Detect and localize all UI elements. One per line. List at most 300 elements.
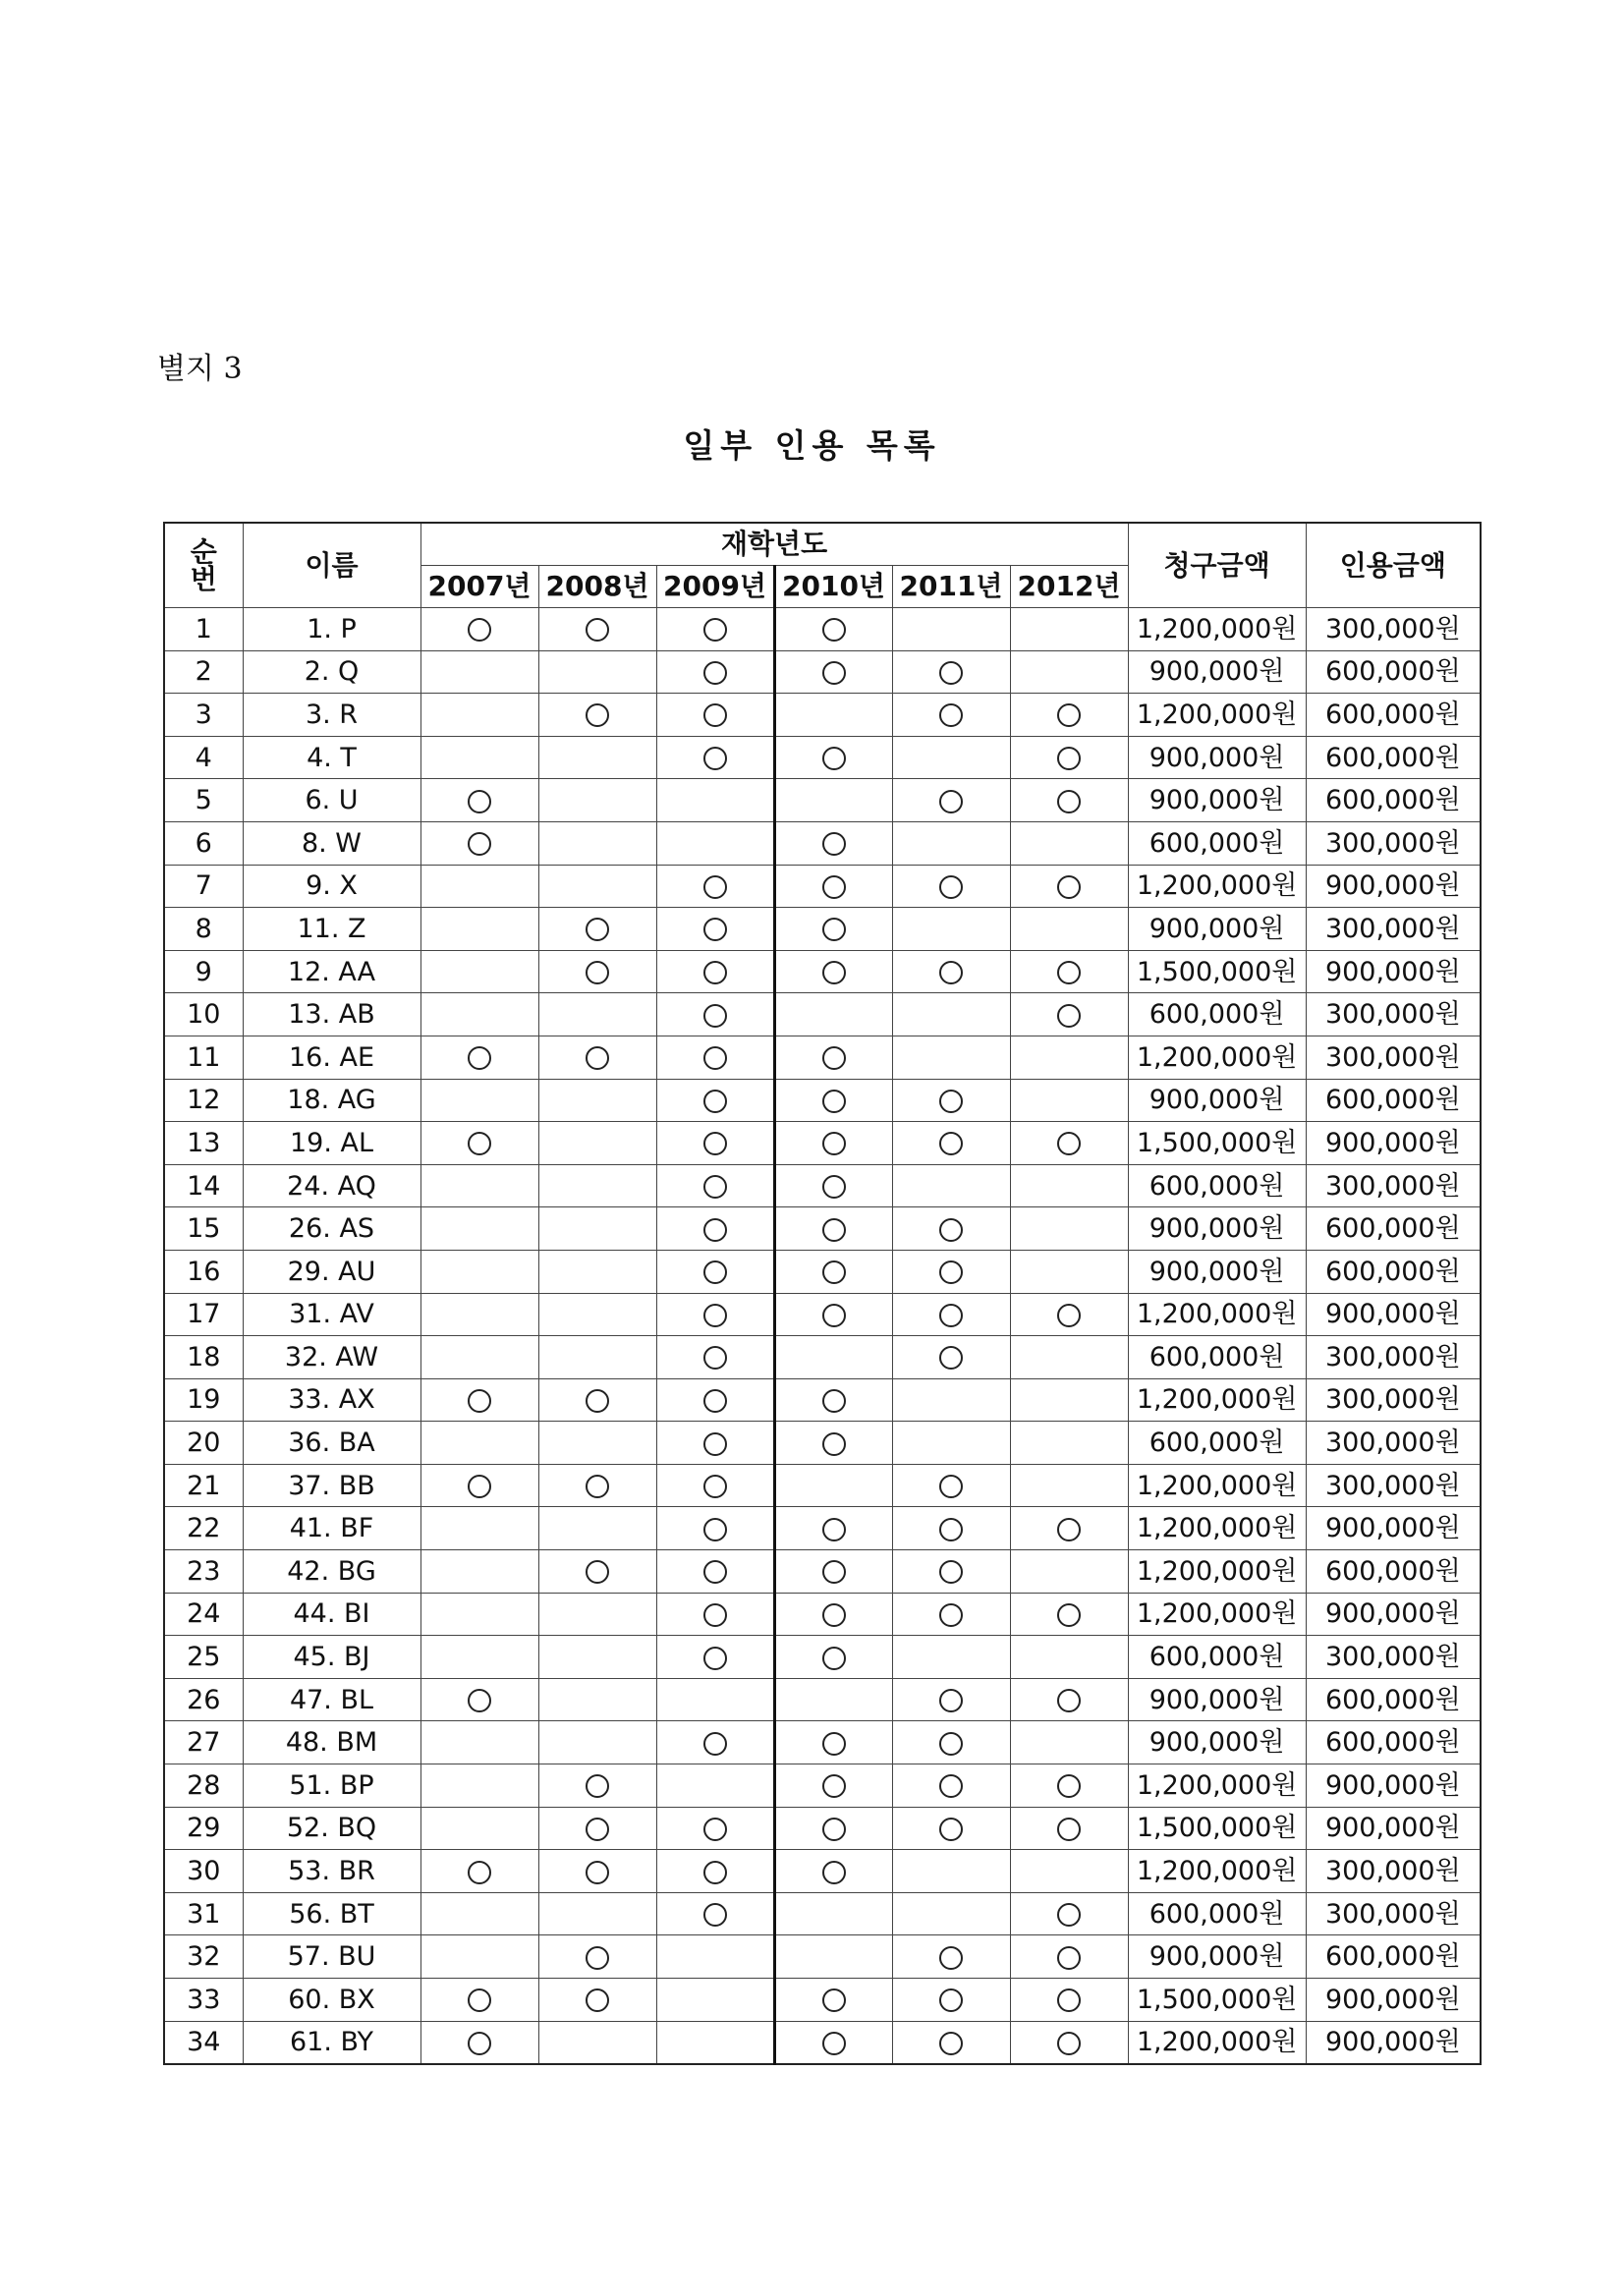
row-claim-amount: 900,000원 [1128,1250,1306,1293]
table-row [164,608,1481,651]
enrolled-circle-mark [703,1903,727,1927]
year-cell-2007 [420,2021,538,2064]
year-cell-2011 [892,1464,1010,1507]
row-name: 48. BM [243,1721,420,1764]
enrolled-circle-mark [822,1518,846,1541]
row-claim-amount: 900,000원 [1128,1079,1306,1122]
year-cell-2010 [774,1464,892,1507]
row-number: 28 [164,1764,243,1808]
row-name: 18. AG [243,1079,420,1122]
row-claim-amount: 1,200,000원 [1128,1293,1306,1336]
row-name: 29. AU [243,1250,420,1293]
enrolled-circle-mark [703,1560,727,1584]
row-name: 26. AS [243,1207,420,1251]
row-name: 56. BT [243,1892,420,1935]
enrolled-circle-mark [1057,1304,1081,1327]
year-cell-2010 [774,779,892,822]
row-name: 44. BI [243,1593,420,1636]
year-cell-2007 [420,694,538,737]
year-cell-2010 [774,1422,892,1465]
row-claim-amount: 1,200,000원 [1128,1593,1306,1636]
enrolled-circle-mark [822,961,846,984]
year-cell-2007 [420,1593,538,1636]
enrolled-circle-mark [939,875,963,899]
enrolled-circle-mark [1057,1946,1081,1970]
row-claim-amount: 900,000원 [1128,779,1306,822]
year-cell-2011 [892,1507,1010,1550]
row-claim-amount: 900,000원 [1128,908,1306,951]
enrolled-circle-mark [939,961,963,984]
year-cell-2009 [656,865,774,908]
enrolled-circle-mark [468,1475,491,1498]
enrolled-circle-mark [1057,1689,1081,1712]
year-cell-2008 [538,1507,656,1550]
enrolled-circle-mark [939,661,963,685]
table-row [164,1250,1481,1293]
row-name: 45. BJ [243,1636,420,1679]
table-row [164,1850,1481,1893]
row-claim-amount: 900,000원 [1128,1678,1306,1721]
year-cell-2010 [774,1293,892,1336]
row-number: 29 [164,1807,243,1850]
row-claim-amount: 600,000원 [1128,1422,1306,1465]
row-claim-amount: 900,000원 [1128,650,1306,694]
table-row [164,1764,1481,1808]
enrolled-circle-mark [822,1988,846,2012]
enrolled-circle-mark [1057,1004,1081,1028]
enrolled-circle-mark [822,1774,846,1798]
table-row [164,1935,1481,1979]
row-awarded-amount: 900,000원 [1306,2021,1481,2064]
enrolled-circle-mark [822,1732,846,1756]
table-row [164,1293,1481,1336]
year-cell-2009 [656,1721,774,1764]
enrolled-circle-mark [822,918,846,941]
row-claim-amount: 1,500,000원 [1128,1807,1306,1850]
row-awarded-amount: 600,000원 [1306,1207,1481,1251]
year-cell-2010 [774,1678,892,1721]
year-cell-2008 [538,1036,656,1079]
year-cell-2009 [656,1636,774,1679]
enrolled-circle-mark [703,1175,727,1199]
enrolled-circle-mark [1057,1774,1081,1798]
year-cell-2008 [538,1764,656,1808]
row-awarded-amount: 600,000원 [1306,1678,1481,1721]
row-claim-amount: 1,200,000원 [1128,1550,1306,1594]
year-cell-2008 [538,694,656,737]
enrolled-circle-mark [822,1175,846,1199]
year-cell-2012 [1010,1892,1128,1935]
enrolled-circle-mark [939,1732,963,1756]
row-awarded-amount: 300,000원 [1306,1422,1481,1465]
year-cell-2010 [774,1164,892,1207]
table-row [164,1636,1481,1679]
table-row [164,950,1481,993]
year-cell-2012 [1010,694,1128,737]
row-number: 31 [164,1892,243,1935]
year-cell-2011 [892,1378,1010,1422]
enrolled-circle-mark [939,1218,963,1242]
row-number: 21 [164,1464,243,1507]
row-name: 3. R [243,694,420,737]
year-cell-2009 [656,1550,774,1594]
row-number: 16 [164,1250,243,1293]
row-number: 15 [164,1207,243,1251]
enrolled-circle-mark [586,1818,609,1841]
year-cell-2011 [892,1636,1010,1679]
year-cell-2011 [892,1550,1010,1594]
row-awarded-amount: 900,000원 [1306,950,1481,993]
enrolled-circle-mark [703,1090,727,1113]
year-cell-2008 [538,908,656,951]
year-cell-2011 [892,950,1010,993]
enrolled-circle-mark [703,1818,727,1841]
row-claim-amount: 1,500,000원 [1128,1122,1306,1165]
row-awarded-amount: 900,000원 [1306,1507,1481,1550]
enrolled-circle-mark [1057,790,1081,813]
enrolled-circle-mark [939,1132,963,1155]
year-cell-2009 [656,1764,774,1808]
enrolled-circle-mark [822,747,846,770]
row-claim-amount: 900,000원 [1128,1721,1306,1764]
year-cell-2008 [538,608,656,651]
year-cell-2010 [774,1036,892,1079]
enrolled-circle-mark [703,875,727,899]
year-cell-2008 [538,1636,656,1679]
enrolled-circle-mark [703,1046,727,1070]
year-cell-2009 [656,1164,774,1207]
table-row [164,779,1481,822]
enrolled-circle-mark [586,918,609,941]
header-name: 이름 [243,523,420,608]
row-number: 8 [164,908,243,951]
row-claim-amount: 1,200,000원 [1128,1464,1306,1507]
enrolled-circle-mark [468,1046,491,1070]
year-cell-2010 [774,1721,892,1764]
header-seq-label: 순 번 [190,534,217,595]
year-cell-2007 [420,1378,538,1422]
header-year-2008: 2008년 [538,566,656,608]
header-year-2007: 2007년 [420,566,538,608]
row-name: 11. Z [243,908,420,951]
year-cell-2010 [774,1550,892,1594]
enrolled-circle-mark [468,2032,491,2055]
row-awarded-amount: 300,000원 [1306,1850,1481,1893]
enrolled-circle-mark [822,1304,846,1327]
enrolled-circle-mark [586,1475,609,1498]
year-cell-2012 [1010,608,1128,651]
year-cell-2011 [892,908,1010,951]
enrolled-circle-mark [703,961,727,984]
year-cell-2009 [656,1892,774,1935]
row-name: 4. T [243,736,420,779]
enrolled-circle-mark [939,1774,963,1798]
enrolled-circle-mark [822,875,846,899]
year-cell-2009 [656,1979,774,2022]
year-cell-2008 [538,993,656,1036]
year-cell-2008 [538,1850,656,1893]
row-name: 52. BQ [243,1807,420,1850]
enrolled-circle-mark [703,703,727,727]
enrolled-circle-mark [703,918,727,941]
year-cell-2009 [656,1593,774,1636]
row-number: 4 [164,736,243,779]
year-cell-2007 [420,1721,538,1764]
row-awarded-amount: 300,000원 [1306,1036,1481,1079]
enrolled-circle-mark [1057,2032,1081,2055]
enrolled-circle-mark [822,661,846,685]
year-cell-2010 [774,1764,892,1808]
enrolled-circle-mark [939,1946,963,1970]
row-claim-amount: 1,200,000원 [1128,694,1306,737]
row-awarded-amount: 300,000원 [1306,608,1481,651]
row-number: 23 [164,1550,243,1594]
row-awarded-amount: 900,000원 [1306,1979,1481,2022]
year-cell-2011 [892,1678,1010,1721]
year-cell-2011 [892,1079,1010,1122]
enrolled-circle-mark [1057,1132,1081,1155]
row-claim-amount: 1,200,000원 [1128,2021,1306,2064]
enrolled-circle-mark [586,703,609,727]
row-claim-amount: 600,000원 [1128,1636,1306,1679]
table-body [164,608,1481,2065]
row-awarded-amount: 600,000원 [1306,694,1481,737]
enrolled-circle-mark [939,1518,963,1541]
enrolled-circle-mark [939,1603,963,1627]
header-year-2012: 2012년 [1010,566,1128,608]
row-awarded-amount: 600,000원 [1306,650,1481,694]
year-cell-2011 [892,1807,1010,1850]
row-name: 1. P [243,608,420,651]
document-title: 일부 인용 목록 [683,426,941,465]
row-name: 36. BA [243,1422,420,1465]
year-cell-2012 [1010,779,1128,822]
enrolled-circle-mark [939,1260,963,1284]
year-cell-2012 [1010,1378,1128,1422]
year-cell-2011 [892,779,1010,822]
table-row [164,1892,1481,1935]
row-number: 2 [164,650,243,694]
year-cell-2009 [656,1122,774,1165]
year-cell-2011 [892,1721,1010,1764]
row-name: 24. AQ [243,1164,420,1207]
enrolled-circle-mark [468,1861,491,1884]
year-cell-2012 [1010,821,1128,865]
year-cell-2012 [1010,1636,1128,1679]
enrolled-circle-mark [468,832,491,856]
table-header [164,523,1481,608]
year-cell-2010 [774,1079,892,1122]
row-number: 24 [164,1593,243,1636]
row-name: 2. Q [243,650,420,694]
year-cell-2011 [892,1293,1010,1336]
header-year-2009: 2009년 [656,566,774,608]
year-cell-2007 [420,1507,538,1550]
table-row [164,1122,1481,1165]
year-cell-2010 [774,1122,892,1165]
enrolled-circle-mark [586,1389,609,1413]
year-cell-2010 [774,1935,892,1979]
row-name: 47. BL [243,1678,420,1721]
year-cell-2008 [538,1892,656,1935]
row-awarded-amount: 300,000원 [1306,1336,1481,1379]
table-row [164,736,1481,779]
year-cell-2008 [538,2021,656,2064]
row-awarded-amount: 600,000원 [1306,736,1481,779]
year-cell-2012 [1010,1979,1128,2022]
row-awarded-amount: 900,000원 [1306,1764,1481,1808]
enrolled-circle-mark [468,1689,491,1712]
enrolled-circle-mark [939,2032,963,2055]
year-cell-2010 [774,2021,892,2064]
header-awarded-amount: 인용금액 [1306,523,1481,608]
year-cell-2011 [892,1164,1010,1207]
year-cell-2007 [420,1036,538,1079]
enrolled-circle-mark [822,1260,846,1284]
year-cell-2007 [420,1550,538,1594]
row-awarded-amount: 900,000원 [1306,1807,1481,1850]
enrolled-circle-mark [1057,1988,1081,2012]
year-cell-2011 [892,1422,1010,1465]
row-number: 6 [164,821,243,865]
row-name: 33. AX [243,1378,420,1422]
year-cell-2011 [892,2021,1010,2064]
table-row [164,1336,1481,1379]
year-cell-2007 [420,650,538,694]
year-cell-2007 [420,1464,538,1507]
year-cell-2010 [774,908,892,951]
year-cell-2010 [774,1507,892,1550]
table-row [164,1036,1481,1079]
table-row [164,1079,1481,1122]
year-cell-2009 [656,1422,774,1465]
enrolled-circle-mark [703,1861,727,1884]
year-cell-2012 [1010,1464,1128,1507]
row-name: 37. BB [243,1464,420,1507]
row-claim-amount: 1,500,000원 [1128,950,1306,993]
row-claim-amount: 1,500,000원 [1128,1979,1306,2022]
year-cell-2008 [538,1721,656,1764]
year-cell-2011 [892,1593,1010,1636]
year-cell-2012 [1010,1593,1128,1636]
year-cell-2008 [538,1979,656,2022]
enrolled-circle-mark [822,1560,846,1584]
enrolled-circle-mark [586,1946,609,1970]
table-row [164,1378,1481,1422]
year-cell-2012 [1010,650,1128,694]
year-cell-2009 [656,694,774,737]
row-name: 53. BR [243,1850,420,1893]
row-awarded-amount: 300,000원 [1306,1636,1481,1679]
year-cell-2012 [1010,1507,1128,1550]
year-cell-2010 [774,865,892,908]
year-cell-2012 [1010,1293,1128,1336]
year-cell-2008 [538,950,656,993]
enrolled-circle-mark [1057,961,1081,984]
row-number: 14 [164,1164,243,1207]
enrolled-circle-mark [703,1132,727,1155]
row-awarded-amount: 300,000원 [1306,1164,1481,1207]
row-awarded-amount: 300,000원 [1306,821,1481,865]
year-cell-2009 [656,650,774,694]
year-cell-2009 [656,1678,774,1721]
year-cell-2010 [774,1850,892,1893]
year-cell-2009 [656,779,774,822]
year-cell-2011 [892,1764,1010,1808]
year-cell-2011 [892,1892,1010,1935]
year-cell-2008 [538,865,656,908]
row-number: 7 [164,865,243,908]
year-cell-2010 [774,650,892,694]
enrolled-circle-mark [703,1647,727,1670]
year-cell-2007 [420,908,538,951]
year-cell-2011 [892,1850,1010,1893]
year-cell-2010 [774,1593,892,1636]
year-cell-2008 [538,1378,656,1422]
enrolled-circle-mark [586,1046,609,1070]
table-row [164,650,1481,694]
enrolled-circle-mark [703,1304,727,1327]
year-cell-2011 [892,821,1010,865]
year-cell-2012 [1010,908,1128,951]
year-cell-2010 [774,736,892,779]
year-cell-2009 [656,1935,774,1979]
row-name: 41. BF [243,1507,420,1550]
year-cell-2008 [538,650,656,694]
row-name: 19. AL [243,1122,420,1165]
row-claim-amount: 1,200,000원 [1128,865,1306,908]
enrolled-circle-mark [939,703,963,727]
table-row [164,1207,1481,1251]
year-cell-2011 [892,650,1010,694]
year-cell-2010 [774,694,892,737]
table-row [164,2021,1481,2064]
enrolled-circle-mark [586,618,609,642]
enrolled-circle-mark [939,790,963,813]
row-name: 57. BU [243,1935,420,1979]
year-cell-2009 [656,608,774,651]
table-row [164,694,1481,737]
year-cell-2011 [892,1935,1010,1979]
year-cell-2011 [892,694,1010,737]
year-cell-2010 [774,608,892,651]
year-cell-2011 [892,1336,1010,1379]
enrolled-circle-mark [468,618,491,642]
row-claim-amount: 1,200,000원 [1128,1850,1306,1893]
year-cell-2007 [420,1336,538,1379]
year-cell-2008 [538,1464,656,1507]
row-awarded-amount: 900,000원 [1306,1122,1481,1165]
year-cell-2012 [1010,1122,1128,1165]
year-cell-2009 [656,1850,774,1893]
year-cell-2010 [774,1207,892,1251]
enrolled-circle-mark [703,1004,727,1028]
header-year-2010: 2010년 [774,566,892,608]
enrolled-circle-mark [468,1132,491,1155]
enrolled-circle-mark [822,618,846,642]
year-cell-2009 [656,908,774,951]
row-number: 1 [164,608,243,651]
year-cell-2007 [420,993,538,1036]
row-claim-amount: 1,200,000원 [1128,1378,1306,1422]
row-awarded-amount: 600,000원 [1306,1079,1481,1122]
row-number: 27 [164,1721,243,1764]
row-name: 16. AE [243,1036,420,1079]
row-number: 25 [164,1636,243,1679]
row-number: 13 [164,1122,243,1165]
enrolled-circle-mark [822,1861,846,1884]
row-name: 31. AV [243,1293,420,1336]
